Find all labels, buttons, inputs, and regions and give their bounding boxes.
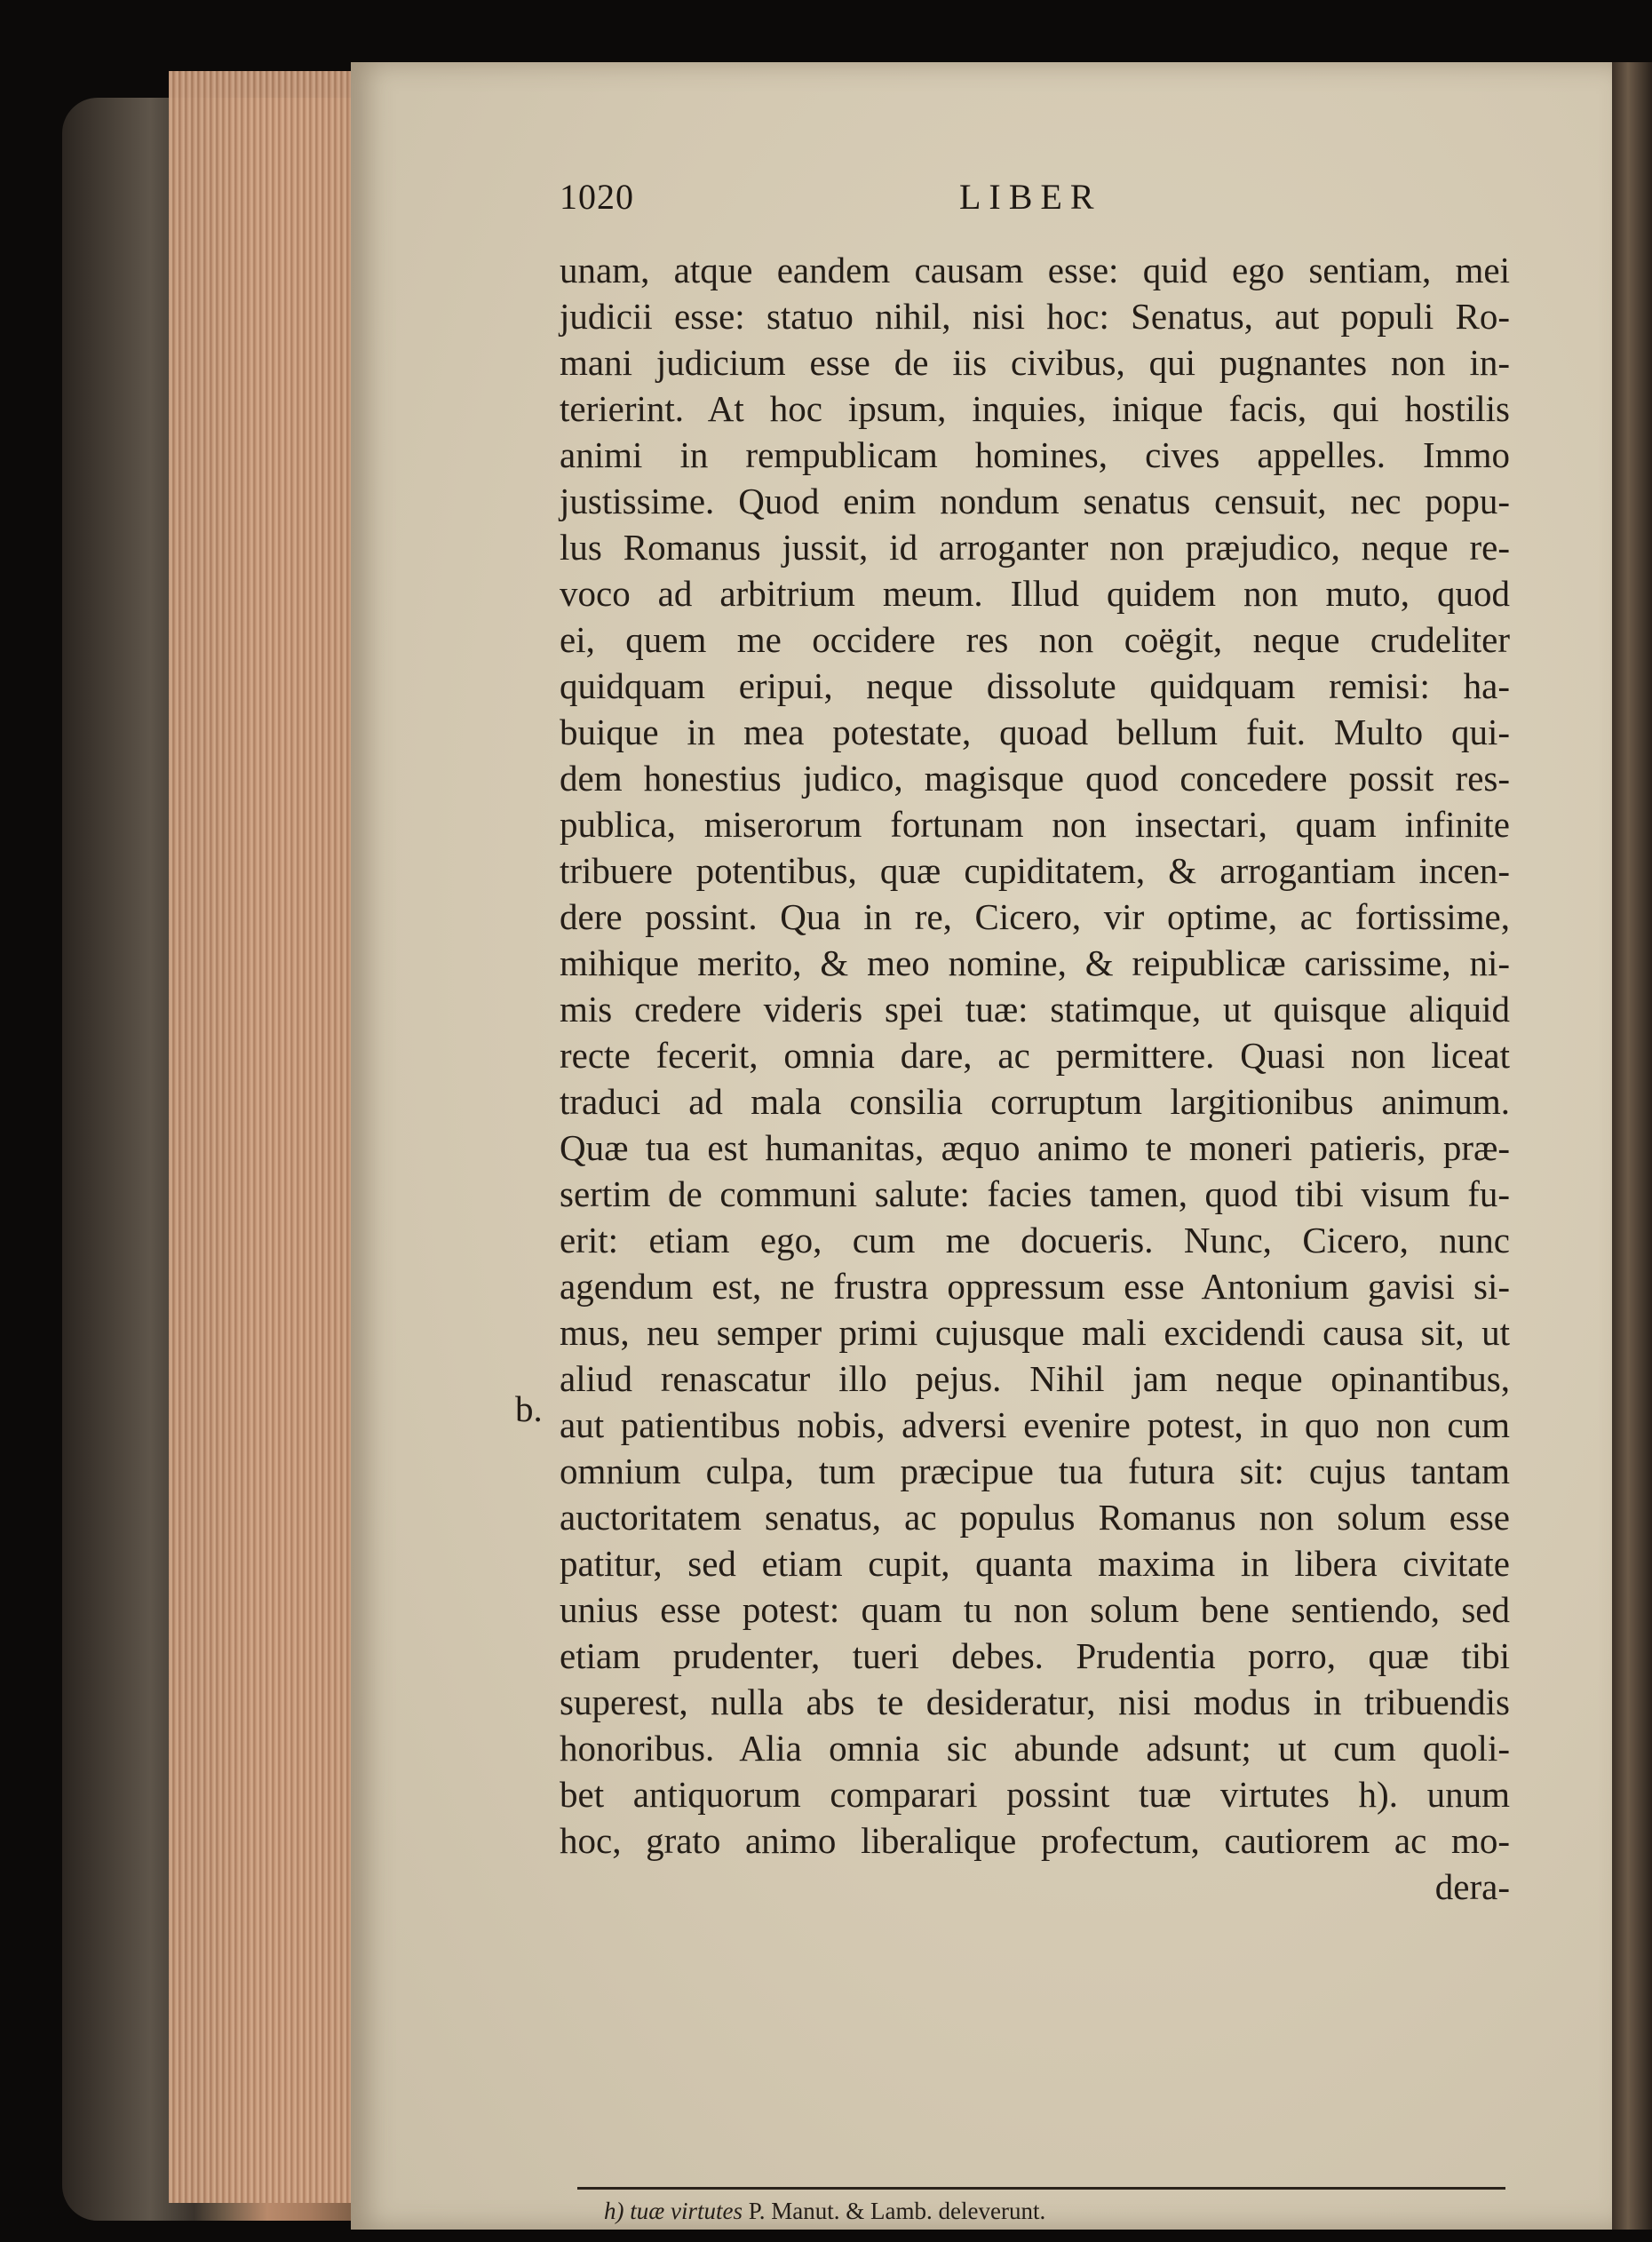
footnote-text: P. Manut. & Lamb. deleverunt.: [748, 2198, 1046, 2224]
text-line: lus Romanus jussit, id arroganter non præjudico, neque re-: [560, 527, 1510, 568]
text-line: terierint. At hoc ipsum, inquies, inique facis, qui hostilis: [560, 388, 1510, 429]
text-line: mus, neu semper primi cujusque mali excidendi causa sit, ut: [560, 1312, 1510, 1353]
page-header: [560, 176, 1501, 229]
text-line: quidquam eripui, neque dissolute quidquam remisi: ha-: [560, 665, 1510, 706]
text-line: recte fecerit, omnia dare, ac permittere. Quasi non liceat: [560, 1035, 1510, 1076]
footnote: [604, 2198, 1045, 2225]
text-line: honoribus. Alia omnia sic abunde adsunt; ut cum quoli-: [560, 1728, 1510, 1769]
running-title: LIBER: [959, 177, 1102, 217]
text-line: buique in mea potestate, quoad bellum fuit. Multo qui-: [560, 712, 1510, 752]
footnote-marker: h): [604, 2198, 624, 2224]
text-line: unam, atque eandem causam esse: quid ego sentiam, mei: [560, 250, 1510, 290]
text-line: aliud renascatur illo pejus. Nihil jam neque opinantibus,: [560, 1358, 1510, 1399]
text-line: mihique merito, & meo nomine, & reipublicæ carissime, ni-: [560, 942, 1510, 983]
text-line: dem honestius judico, magisque quod concedere possit res-: [560, 758, 1510, 799]
footnote-italic: tuæ virtutes: [630, 2198, 743, 2224]
page-edges: [169, 71, 364, 2203]
text-line: traduci ad mala consilia corruptum largitionibus animum.: [560, 1081, 1510, 1122]
text-line: publica, miserorum fortunam non insectari, quam infinite: [560, 804, 1510, 845]
text-line: justissime. Quod enim nondum senatus censuit, nec popu-: [560, 481, 1510, 521]
text-line: unius esse potest: quam tu non solum bene sentiendo, sed: [560, 1589, 1510, 1630]
text-line: etiam prudenter, tueri debes. Prudentia porro, quæ tibi: [560, 1635, 1510, 1676]
text-line: mani judicium esse de iis civibus, qui pugnantes non in-: [560, 342, 1510, 383]
text-line: sertim de communi salute: facies tamen, quod tibi visum fu-: [560, 1173, 1510, 1214]
text-line: tribuere potentibus, quæ cupiditatem, & arrogantiam incen-: [560, 850, 1510, 891]
facing-page-edge: [1612, 62, 1652, 2230]
text-line: auctoritatem senatus, ac populus Romanus non solum esse: [560, 1497, 1510, 1538]
text-line: agendum est, ne frustra oppressum esse Antonium gavisi si-: [560, 1266, 1510, 1307]
text-line: mis credere videris spei tuæ: statimque, ut quisque aliquid: [560, 989, 1510, 1030]
body-text: [560, 247, 1510, 1910]
text-line: patitur, sed etiam cupit, quanta maxima in libera civitate: [560, 1543, 1510, 1584]
footnote-rule: [577, 2187, 1505, 2190]
catchword: dera-: [1434, 1866, 1510, 1907]
margin-note: b.: [515, 1388, 543, 1429]
text-line: Quæ tua est humanitas, æquo animo te moneri patieris, præ-: [560, 1127, 1510, 1168]
text-line: aut patientibus nobis, adversi evenire potest, in quo non cum: [560, 1404, 1510, 1445]
text-line: voco ad arbitrium meum. Illud quidem non muto, quod: [560, 573, 1510, 614]
text-line: superest, nulla abs te desideratur, nisi modus in tribuendis: [560, 1682, 1510, 1722]
text-line: erit: etiam ego, cum me docueris. Nunc, Cicero, nunc: [560, 1220, 1510, 1260]
text-line: ei, quem me occidere res non coëgit, neque crudeliter: [560, 619, 1510, 660]
text-line: animi in rempublicam homines, cives appelles. Immo: [560, 434, 1510, 475]
text-line: hoc, grato animo liberalique profectum, cautiorem ac mo-: [560, 1820, 1510, 1861]
text-line: bet antiquorum comparari possint tuæ virtutes h). unum: [560, 1774, 1510, 1815]
page-number: 1020: [560, 177, 634, 217]
text-line: omnium culpa, tum præcipue tua futura sit: cujus tantam: [560, 1451, 1510, 1491]
text-line: dere possint. Qua in re, Cicero, vir optime, ac fortissime,: [560, 896, 1510, 937]
text-line: judicii esse: statuo nihil, nisi hoc: Senatus, aut populi Ro-: [560, 296, 1510, 337]
